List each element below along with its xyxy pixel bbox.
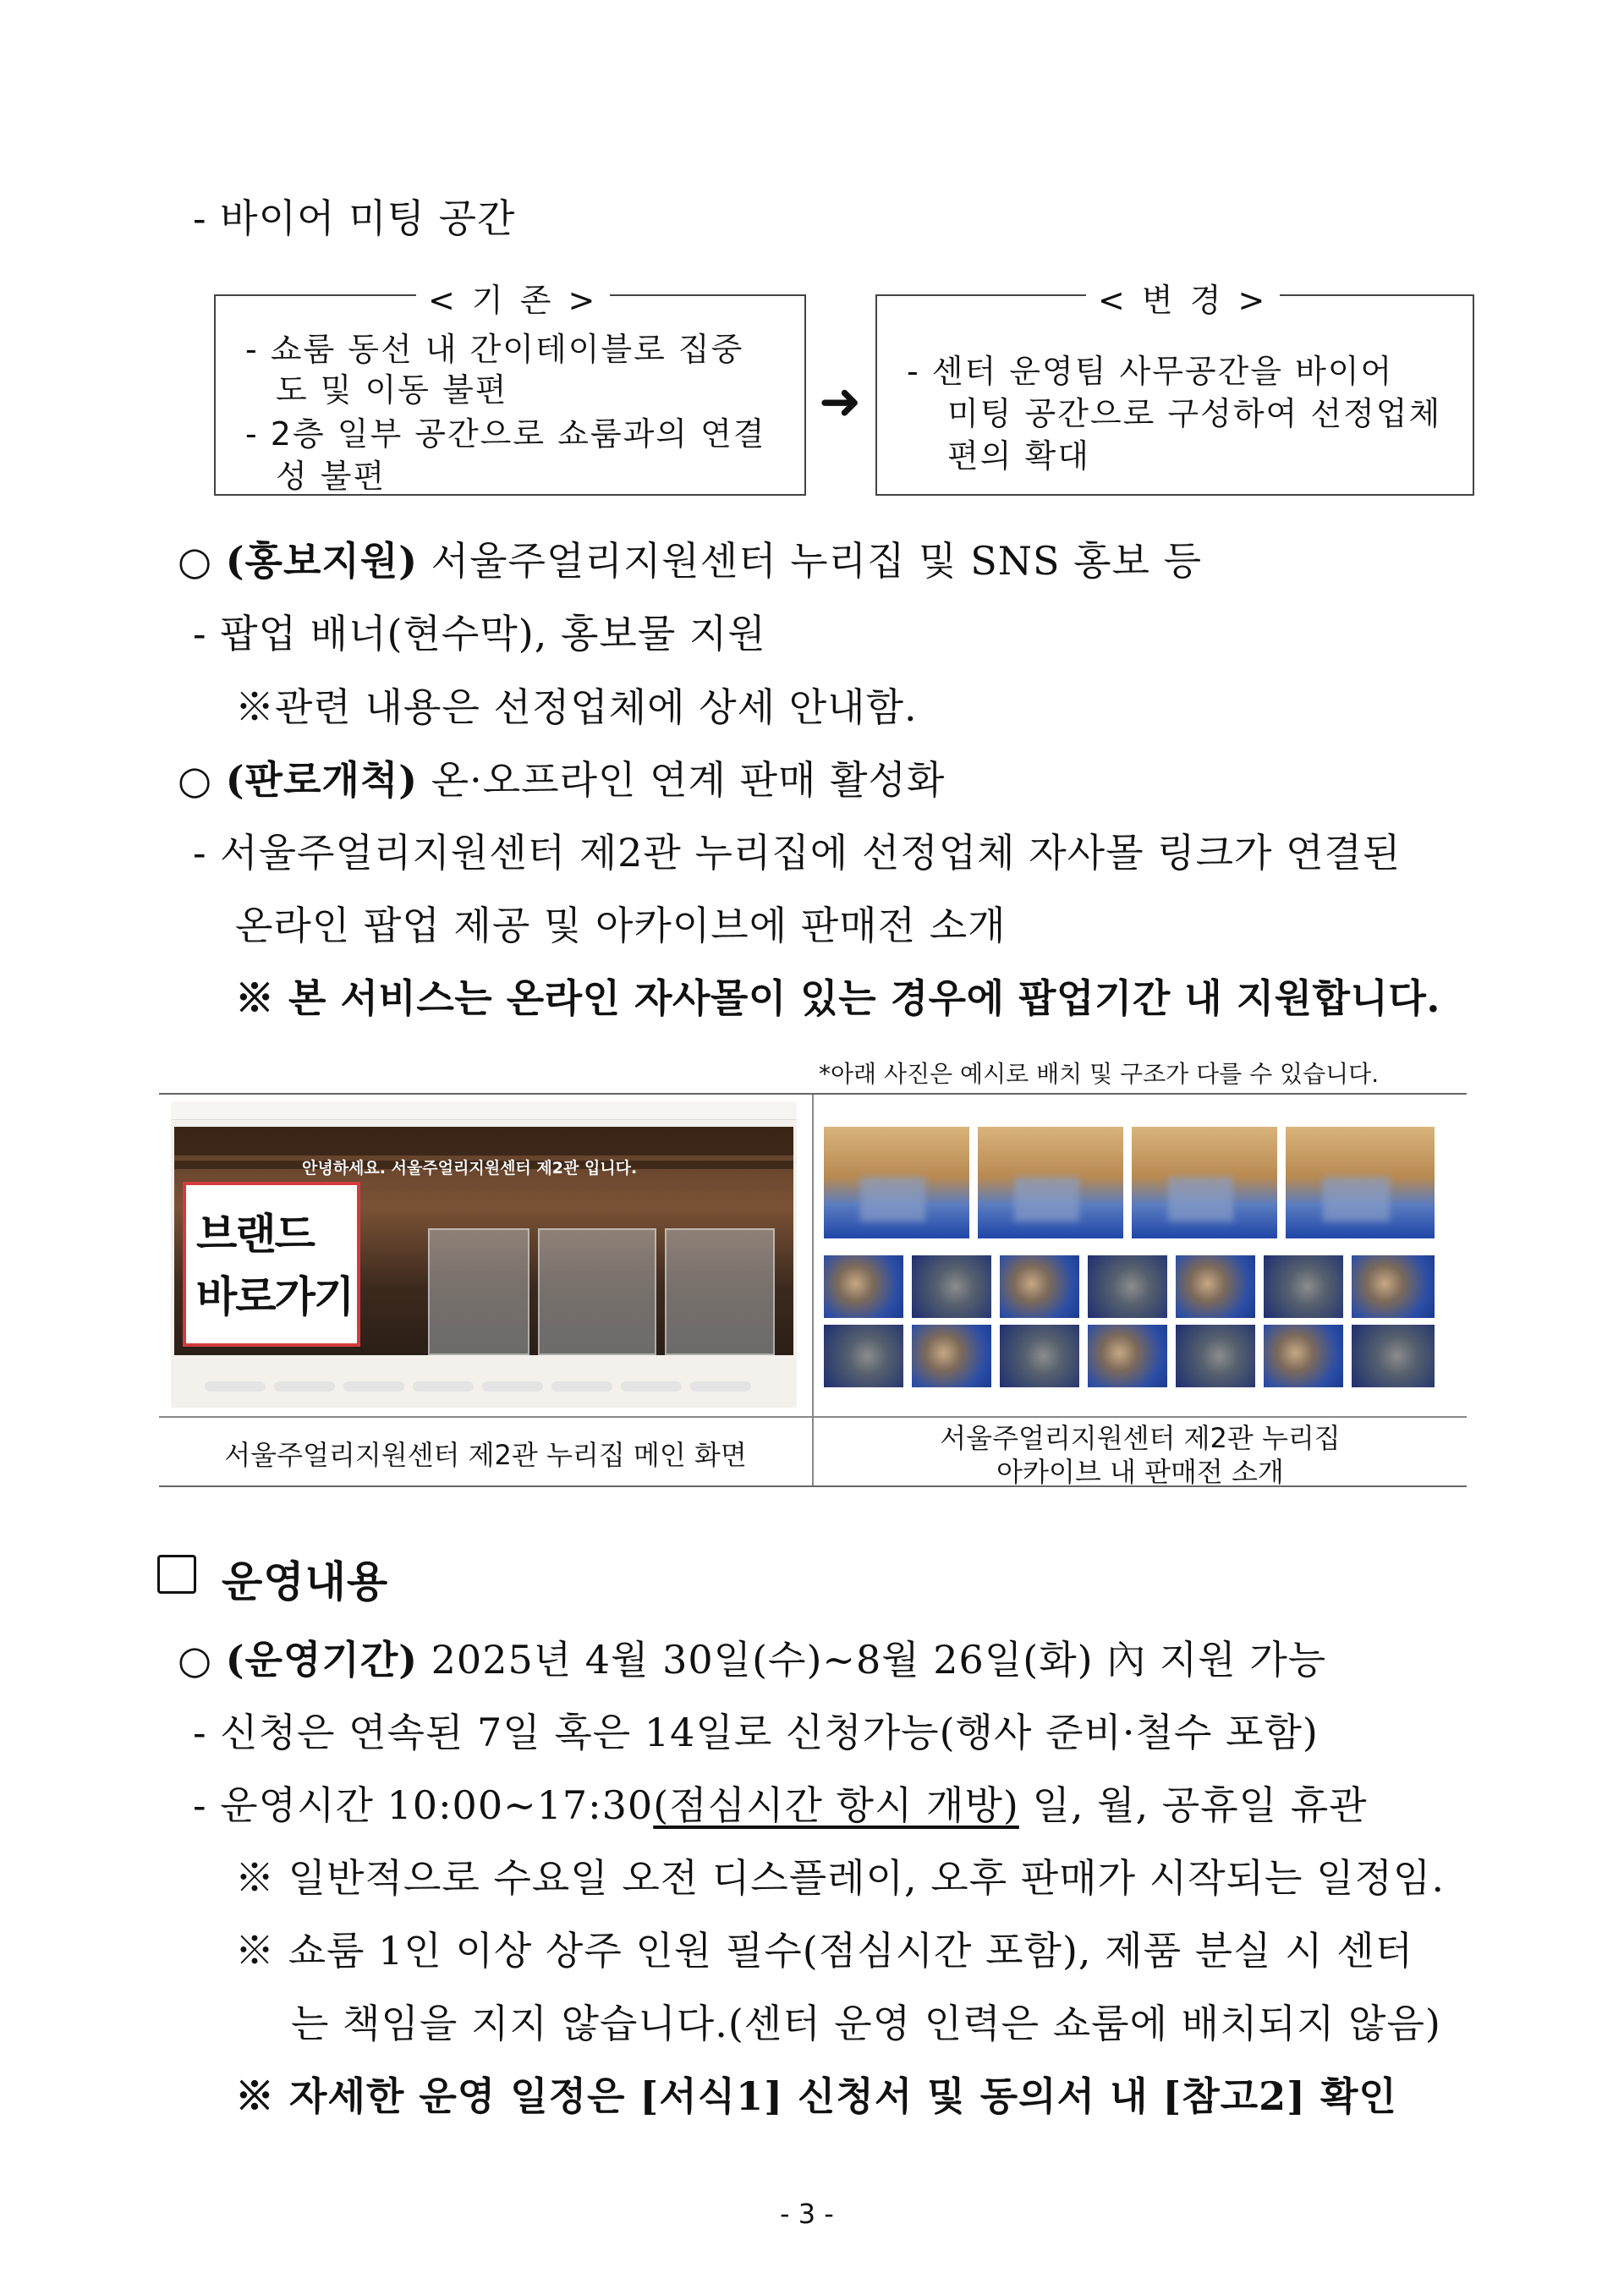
ops-hours xyxy=(193,1775,1368,1831)
promo-text: 서울주얼리지원센터 누리집 및 SNS 홍보 등 xyxy=(418,538,1203,584)
website-footer-links xyxy=(205,1379,763,1399)
product-photo xyxy=(1176,1325,1255,1387)
event-photo xyxy=(1286,1127,1435,1238)
right-caption-line-2: 아카이브 내 판매전 소개 xyxy=(996,1456,1284,1488)
archive-photo-gallery xyxy=(824,1127,1457,1408)
sales-label: (판로개척) xyxy=(225,757,419,803)
ops-note-3: ※ 자세한 운영 일정은 [서식1] 신청서 및 동의서 내 [참고2] 확인 xyxy=(235,2073,1397,2119)
before-line-2: 도 및 이동 불편 xyxy=(276,371,508,409)
product-photo xyxy=(1264,1255,1343,1318)
buyer-meeting-heading: - 바이어 미팅 공간 xyxy=(193,195,516,241)
ops-hours-prefix: - 운영시간 10:00~17:30 xyxy=(193,1782,654,1828)
product-photo xyxy=(1352,1255,1435,1318)
event-photo xyxy=(824,1127,969,1238)
sales-sub-1-cont: 온라인 팝업 제공 및 아카이브에 판매전 소개 xyxy=(235,903,1007,948)
ops-period-label: (운영기간) xyxy=(225,1637,419,1683)
after-line-1: - 센터 운영팀 사무공간을 바이어 xyxy=(907,353,1394,390)
bullet-circle: ○ xyxy=(178,538,213,584)
event-photo xyxy=(1132,1127,1277,1238)
product-photo xyxy=(1176,1255,1255,1318)
event-photo xyxy=(978,1127,1123,1238)
website-screenshot xyxy=(171,1101,797,1408)
promo-label: (홍보지원) xyxy=(225,538,419,584)
promo-note: ※관련 내용은 선정업체에 상세 안내함. xyxy=(235,684,918,730)
after-line-2: 미팅 공간으로 구성하여 선정업체 xyxy=(947,395,1442,432)
sales-text: 온·오프라인 연계 판매 활성화 xyxy=(418,757,946,803)
promo-sub-1: - 팝업 배너(현수막), 홍보물 지원 xyxy=(193,611,766,656)
page-number: - 3 - xyxy=(780,2198,834,2230)
sales-item xyxy=(178,749,945,805)
before-line-3: - 2층 일부 공간으로 쇼룸과의 연결 xyxy=(245,415,766,453)
product-photo xyxy=(824,1255,903,1318)
after-box-title: < 변 경 > xyxy=(1086,274,1280,321)
figure-disclaimer: *아래 사진은 예시로 배치 및 구조가 다를 수 있습니다. xyxy=(819,1060,1380,1088)
ops-hours-lunch: (점심시간 항시 개방) xyxy=(653,1782,1019,1828)
ops-note-1: ※ 일반적으로 수요일 오전 디스플레이, 오후 판매가 시작되는 일정임. xyxy=(235,1855,1445,1901)
ops-period-text: 2025년 4월 30일(수)~8월 26일(화) 內 지원 가능 xyxy=(418,1637,1327,1683)
ops-hours-suffix: 일, 월, 공휴일 휴관 xyxy=(1018,1782,1368,1828)
product-photo xyxy=(1000,1255,1079,1318)
figure-caption-divider xyxy=(159,1416,1467,1418)
left-caption: 서울주얼리지원센터 제2관 누리집 메인 화면 xyxy=(224,1439,747,1471)
empty-checkbox-icon xyxy=(157,1555,196,1594)
brand-card-line-2: 바로가기 xyxy=(196,1272,354,1321)
section-title: 운영내용 xyxy=(222,1557,389,1606)
product-photo xyxy=(1352,1325,1435,1387)
ops-note-2: ※ 쇼룸 1인 이상 상주 인원 필수(점심시간 포함), 제품 분실 시 센터 xyxy=(235,1928,1414,1974)
sales-sub-1: - 서울주얼리지원센터 제2관 누리집에 선정업체 자사몰 링크가 연결된 xyxy=(193,830,1402,876)
bullet-circle: ○ xyxy=(178,757,213,803)
bullet-circle: ○ xyxy=(178,1637,213,1683)
before-line-4: 성 불편 xyxy=(276,458,387,495)
promo-item xyxy=(178,530,1202,586)
ops-period-item xyxy=(178,1629,1326,1685)
before-line-1: - 쇼룸 동선 내 간이테이블로 집중 xyxy=(245,331,744,368)
after-line-3: 편의 확대 xyxy=(947,437,1090,475)
product-photo xyxy=(912,1325,991,1387)
sales-note: ※ 본 서비스는 온라인 자사몰이 있는 경우에 팝업기간 내 지원합니다. xyxy=(235,975,1440,1021)
right-arrow-icon: ➜ xyxy=(819,372,862,431)
figure-table xyxy=(159,1093,1467,1487)
product-photo xyxy=(1000,1325,1079,1387)
ops-note-2-cont: 는 책임을 지지 않습니다.(센터 운영 인력은 쇼룸에 배치되지 않음) xyxy=(291,2001,1441,2046)
website-welcome-text: 안녕하세요. 서울주얼리지원센터 제2관 입니다. xyxy=(302,1159,638,1178)
brand-shortcut-card xyxy=(183,1182,360,1347)
right-caption-line-1: 서울주얼리지원센터 제2관 누리집 xyxy=(940,1422,1341,1454)
before-box-title: < 기 존 > xyxy=(416,274,610,321)
product-photo xyxy=(912,1255,991,1318)
product-photo xyxy=(1264,1325,1343,1387)
ops-apply: - 신청은 연속된 7일 혹은 14일로 신청가능(행사 준비·철수 포함) xyxy=(193,1710,1319,1755)
product-photo xyxy=(824,1325,903,1387)
website-nav-bar xyxy=(171,1101,797,1120)
product-photo xyxy=(1088,1325,1167,1387)
product-photo xyxy=(1088,1255,1167,1318)
brand-card-line-1: 브랜드 xyxy=(196,1210,314,1259)
